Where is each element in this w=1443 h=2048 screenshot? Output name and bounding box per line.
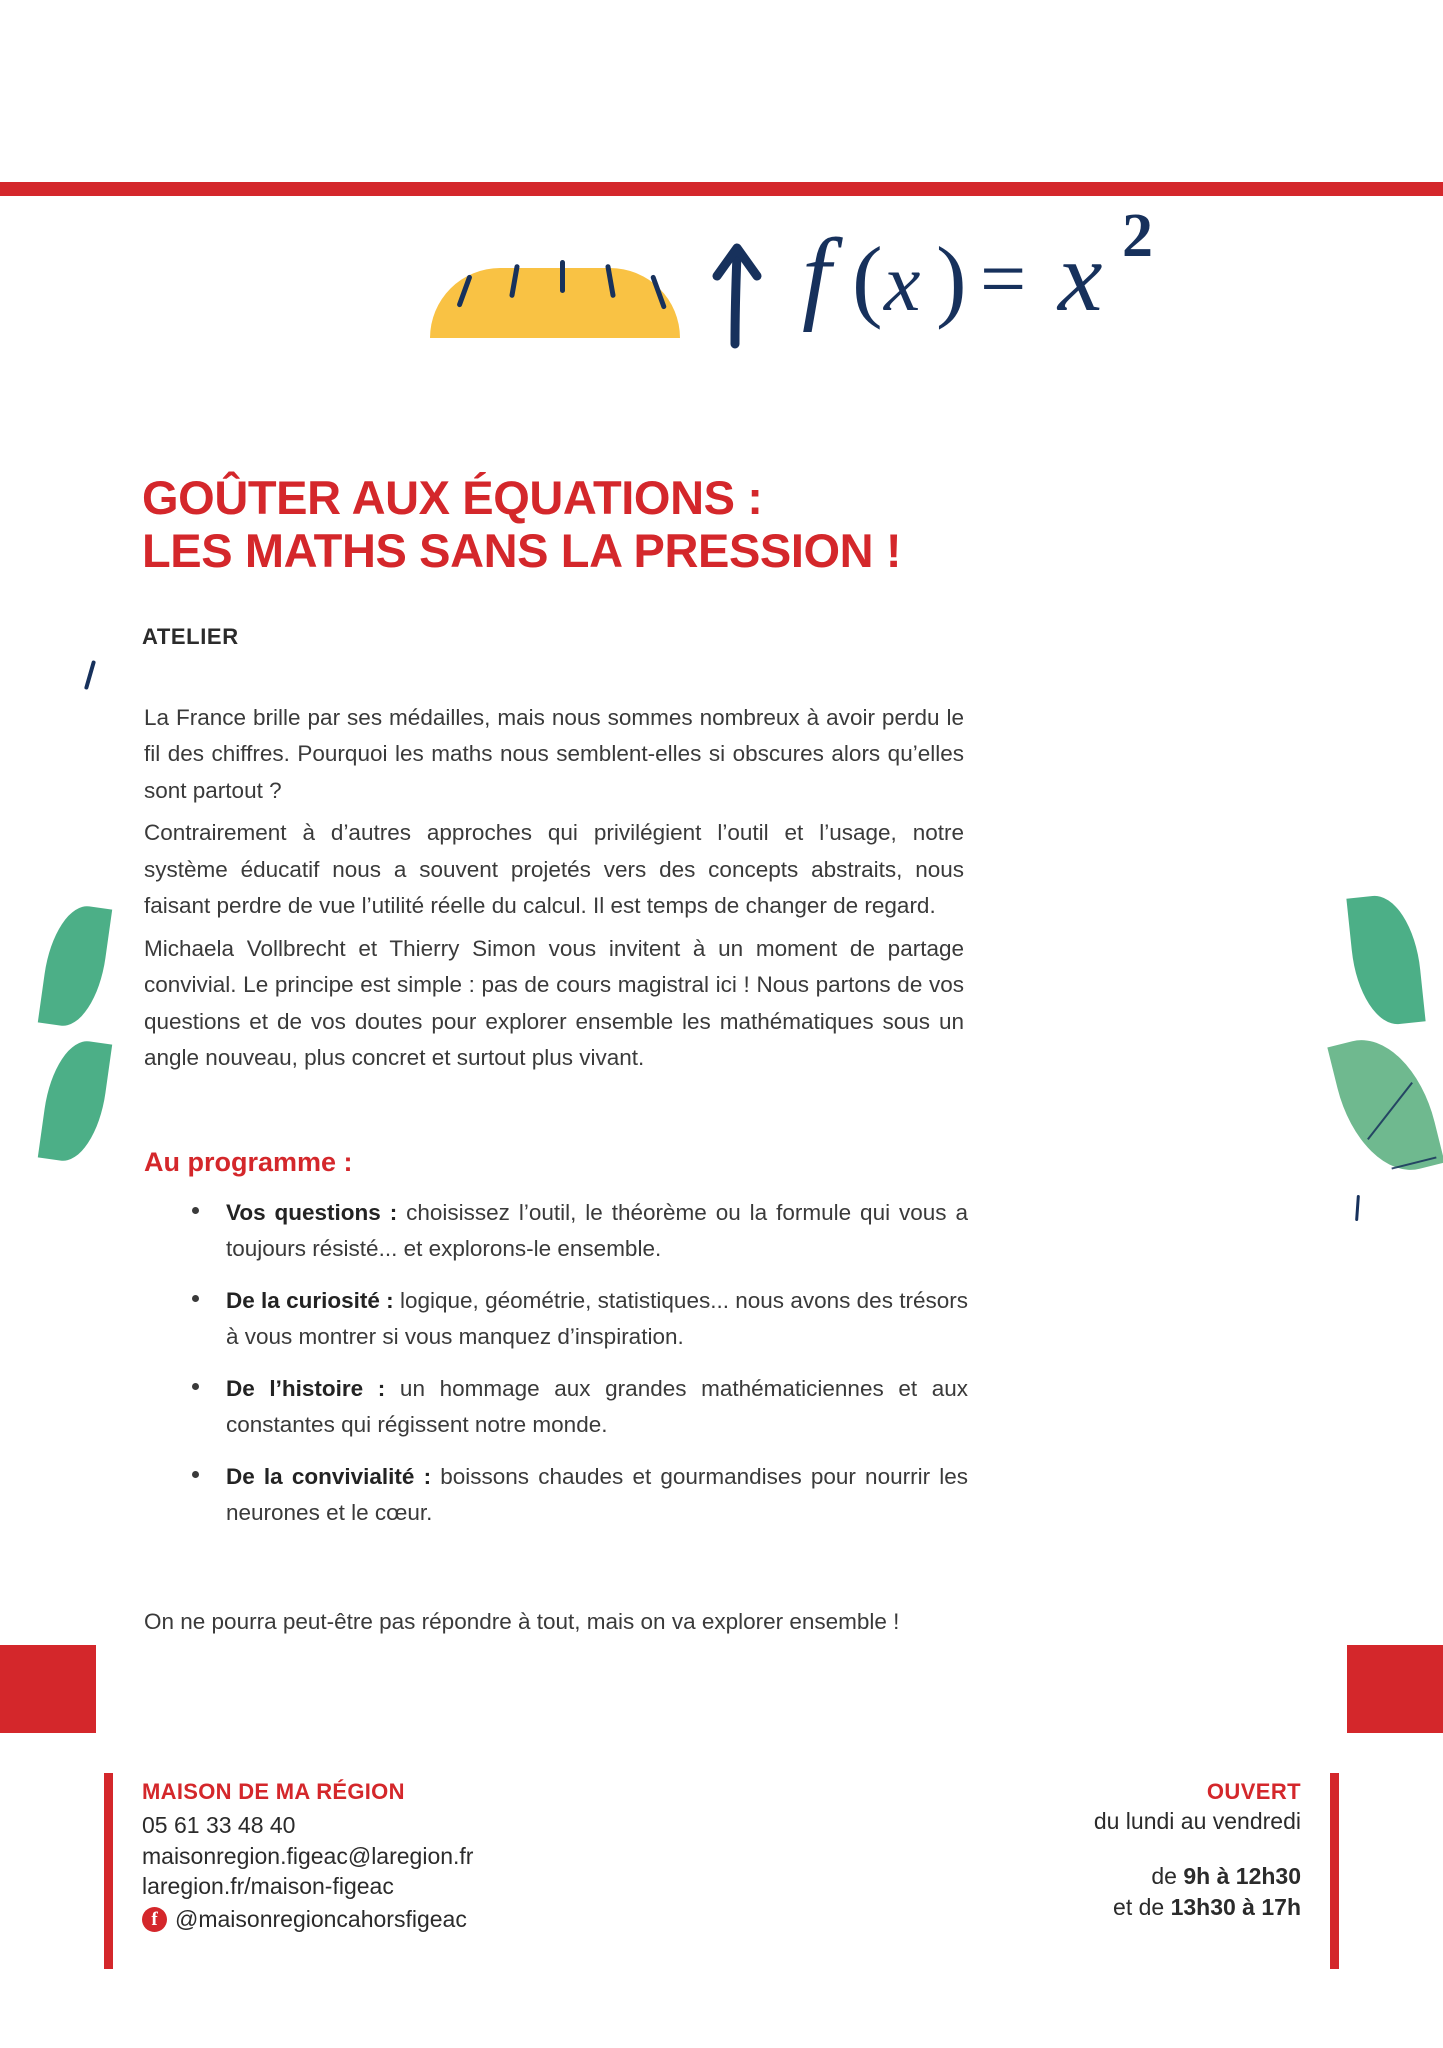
hours-afternoon xyxy=(1094,1892,1301,1923)
tick-mark-left xyxy=(84,660,96,690)
formula-fx-equals-x-squared xyxy=(800,212,1270,352)
bullet-text: boissons chaudes et gourmandises pour nourrir les neurones et le cœur. xyxy=(226,1464,968,1525)
closing-statement: On ne pourra peut-être pas répondre à tout, mais on va explorer ensemble ! xyxy=(144,1609,900,1634)
bullet-text: choisissez l’outil, le théorème ou la formule qui vous a toujours résisté... et explorons-le ensemble. xyxy=(226,1200,968,1261)
bullet-lead: Vos questions : xyxy=(226,1200,398,1225)
svg-text:x: x xyxy=(884,237,921,328)
hours-morning-prefix: de xyxy=(1151,1863,1184,1889)
hours-spacer xyxy=(1094,1835,1301,1861)
paragraph-3: Michaela Vollbrecht et Thierry Simon vous invitent à un moment de partage convivial. Le principe est simple : pas de cours magistral ici ! Nous partons de vos questions et de vos doutes pour explorer ensemble les mathématiques sous un angle nouveau, plus concret et surtout plus vivant. xyxy=(144,935,964,1070)
headline-line-1: GOÛTER AUX ÉQUATIONS : xyxy=(142,471,763,524)
hours-morning-times: 9h à 12h30 xyxy=(1183,1863,1301,1889)
body-copy xyxy=(144,700,964,1082)
brioche-score-3 xyxy=(560,260,565,293)
bullet-dot-icon xyxy=(192,1383,199,1390)
bullet-dot-icon xyxy=(192,1471,199,1478)
contact-block xyxy=(142,1779,473,1934)
bullet-lead: De la convivialité : xyxy=(226,1464,432,1490)
facebook-handle[interactable]: @maisonregioncahorsfigeac xyxy=(175,1905,467,1932)
leaf-shape-left-lower xyxy=(38,1037,112,1166)
leaf-shape-right-upper xyxy=(1346,892,1425,1028)
open-badge: OUVERT xyxy=(1206,1779,1301,1804)
opening-hours-block xyxy=(1094,1779,1301,1922)
event-type-label: ATELIER xyxy=(142,624,239,649)
programme-list xyxy=(168,1195,968,1547)
hours-morning xyxy=(1094,1861,1301,1892)
facebook-icon[interactable]: f xyxy=(142,1907,167,1932)
header-illustration xyxy=(140,212,1290,355)
bullet-lead: De la curiosité : xyxy=(226,1288,394,1314)
up-arrow-icon xyxy=(705,240,775,350)
email-address[interactable]: maisonregion.figeac@laregion.fr xyxy=(142,1842,474,1869)
corner-block-left xyxy=(0,1645,96,1733)
tick-mark-right xyxy=(1355,1195,1360,1221)
svg-text:(: ( xyxy=(852,228,883,330)
bullet-lead: De l’histoire : xyxy=(226,1376,386,1402)
open-days: du lundi au vendredi xyxy=(1093,1808,1301,1834)
footer xyxy=(0,1765,1443,1990)
top-red-rule xyxy=(0,182,1443,196)
list-item xyxy=(168,1283,968,1354)
svg-text:x: x xyxy=(1058,221,1103,332)
paragraph-1: La France brille par ses médailles, mais nous sommes nombreux à avoir perdu le fil des chiffres. Pourquoi les maths nous semblent-elles si obscures alors qu’elles sont partout ? xyxy=(144,705,964,803)
list-item xyxy=(168,1195,968,1266)
bullet-dot-icon xyxy=(192,1295,199,1302)
list-item xyxy=(168,1371,968,1442)
leaf-shape-left-upper xyxy=(38,902,112,1031)
organisation-name: MAISON DE MA RÉGION xyxy=(142,1779,405,1804)
hours-afternoon-prefix: et de xyxy=(1113,1893,1171,1920)
bullet-text: logique, géométrie, statistiques... nous avons des trésors à vous montrer si vous manquez d’inspiration. xyxy=(226,1288,968,1349)
svg-text:2: 2 xyxy=(1122,212,1153,270)
headline-line-2: LES MATHS SANS LA PRESSION ! xyxy=(142,523,902,577)
website-url[interactable]: laregion.fr/maison-figeac xyxy=(142,1873,394,1900)
svg-text:f: f xyxy=(802,218,831,333)
bullet-text: un hommage aux grandes mathématiciennes et aux constantes qui régissent notre monde. xyxy=(226,1376,969,1437)
footer-rule-left xyxy=(104,1773,113,1969)
phone-number[interactable]: 05 61 33 48 40 xyxy=(142,1812,296,1838)
hours-afternoon-times: 13h30 à 17h xyxy=(1170,1893,1301,1920)
bullet-dot-icon xyxy=(192,1207,199,1214)
list-item xyxy=(168,1459,968,1530)
corner-block-right xyxy=(1347,1645,1443,1733)
paragraph-2: Contrairement à d’autres approches qui privilégient l’outil et l’usage, notre système éducatif nous a souvent projetés vers des concepts abstraits, nous faisant perdre de vue l’utilité réelle du calcul. Il est temps de changer de regard. xyxy=(144,820,964,919)
svg-text:=: = xyxy=(980,233,1027,324)
programme-heading: Au programme : xyxy=(144,1147,353,1177)
footer-rule-right xyxy=(1330,1773,1339,1969)
page-title xyxy=(142,472,1042,577)
svg-text:): ) xyxy=(936,228,967,330)
facebook-row[interactable] xyxy=(142,1904,473,1935)
